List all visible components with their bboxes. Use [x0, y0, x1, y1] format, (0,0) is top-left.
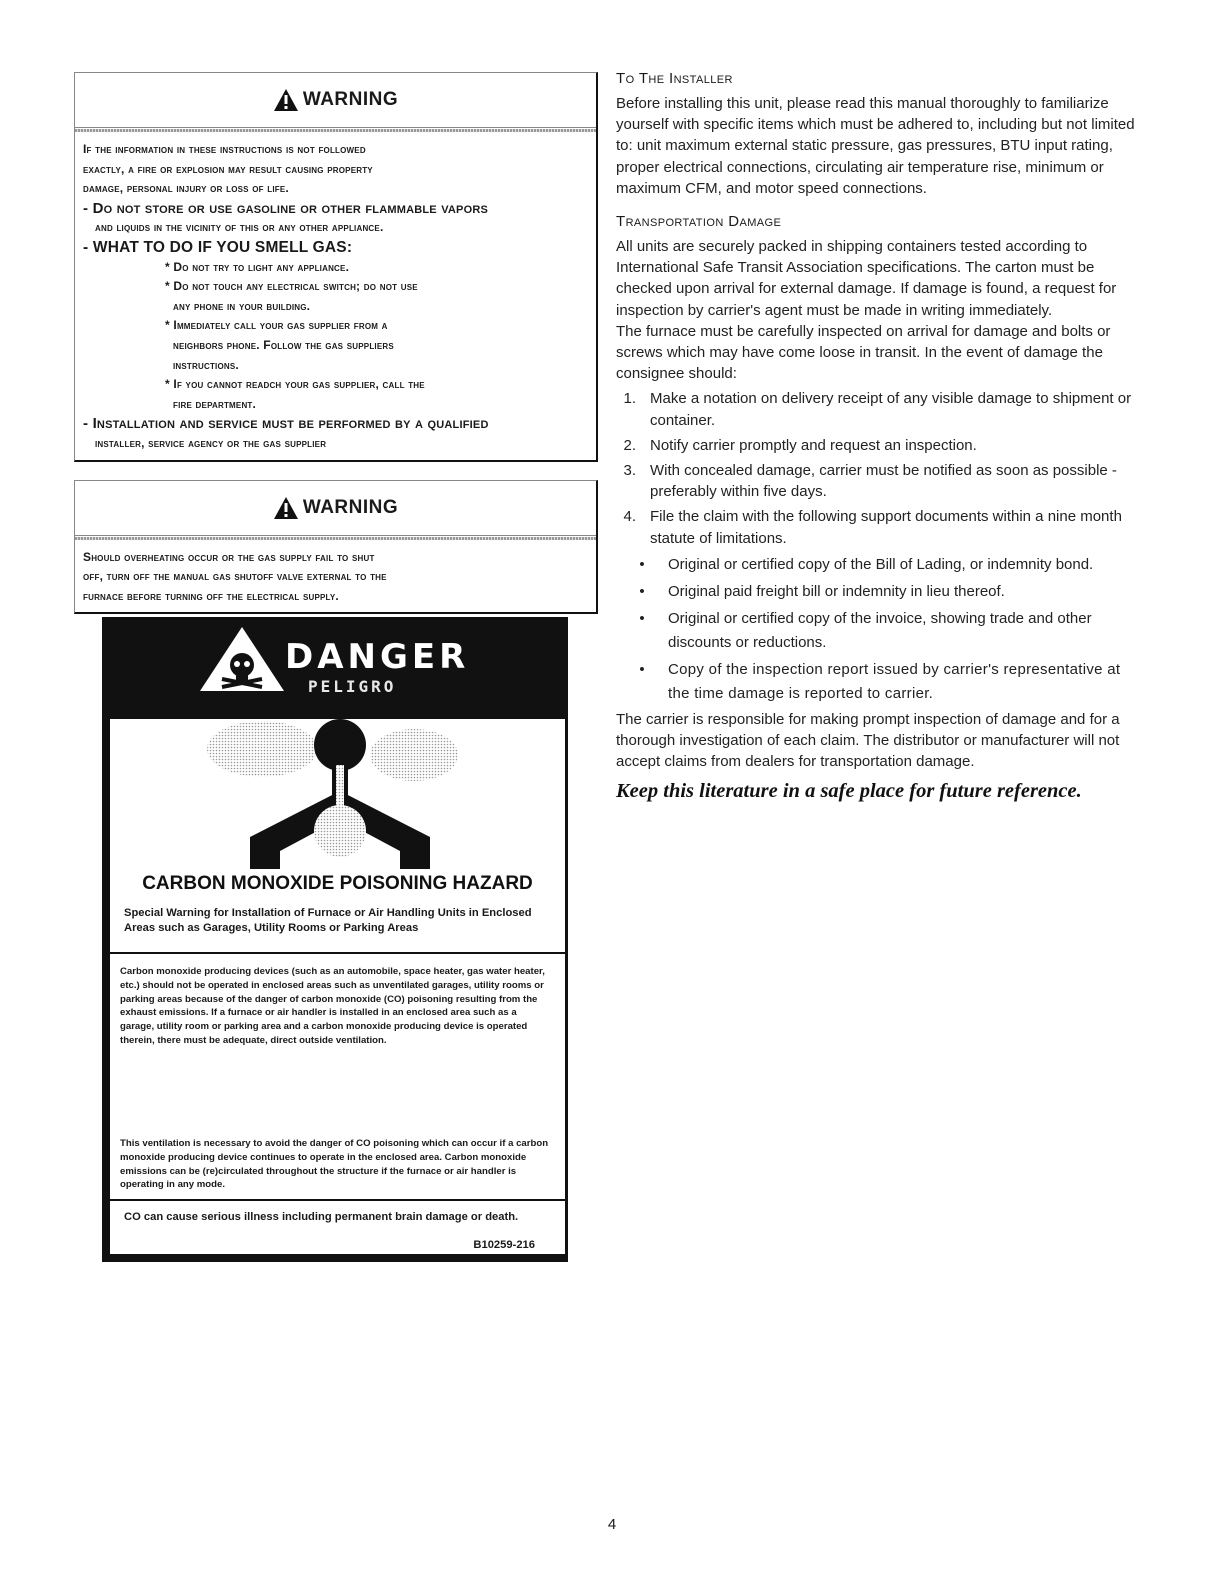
list-item [616, 506, 1144, 548]
bullet-icon: • [639, 660, 645, 678]
fire-explosion-warning-box [74, 72, 598, 462]
bullet-item [616, 607, 1144, 655]
installer-heading: To The Installer [616, 70, 733, 87]
bullet-item [616, 580, 1144, 604]
co-poisoning-pictogram [200, 719, 480, 869]
warning-line: * Immediately call your gas supplier from a [165, 318, 388, 333]
warning-title: WARNING [302, 496, 399, 518]
warning-line: Should overheating occur or the gas supply fail to shut [83, 549, 375, 564]
warning-line: and liquids in the vicinity of this or any other appliance. [95, 220, 384, 235]
warning-line: instructions. [173, 357, 239, 372]
overheating-warning-box [74, 480, 598, 615]
list-number: 1. [623, 390, 636, 408]
warning-line: * If you cannot readch your gas supplier, call the [165, 377, 425, 392]
co-paragraph: This ventilation is necessary to avoid the danger of CO poisoning which can occur if a carbon monoxide producing device continues to operate in the enclosed area. Carbon monoxide emissions can be (re)circulated throughout the structure if the furnace or air handler is operating in any mode. [120, 1138, 549, 1191]
left-column [74, 72, 598, 632]
transport-heading: Transportation Damage [616, 213, 782, 231]
warning-header [75, 73, 596, 128]
bullet-icon: • [639, 609, 645, 627]
warning-header [75, 481, 596, 536]
danger-word: DANGER [285, 637, 470, 677]
warning-line: * Do not touch any electrical switch; do not use [165, 279, 418, 294]
list-text: Make a notation on delivery receipt of any visible damage to shipment or container. [650, 390, 1132, 429]
warning-text [75, 128, 596, 460]
list-text: Notify carrier promptly and request an inspection. [650, 436, 977, 454]
warning-line: installer, service agency or the gas supplier [95, 435, 327, 450]
keep-literature-note: Keep this literature in a safe place for future reference. [616, 780, 1082, 803]
warning-title: WARNING [302, 89, 399, 110]
warning-line: If the information in these instructions is not followed [83, 142, 366, 156]
list-number: 3. [623, 462, 636, 480]
bullet-text: Original paid freight bill or indemnity in lieu thereof. [668, 582, 1005, 600]
list-text: With concealed damage, carrier must be notified as soon as possible - preferably within five days. [650, 462, 1117, 501]
special-warning: Special Warning for Installation of Furnace or Air Handling Units in Enclosed Areas such as Garages, Utility Rooms or Parking Areas [110, 902, 565, 954]
list-item [616, 460, 1144, 502]
label-part-number: B10259-216 [473, 1239, 535, 1251]
page-number: 4 [607, 1516, 617, 1533]
closing-paragraph: The carrier is responsible for making prompt inspection of damage and for a thorough investigation of each claim. The distributor or manufacturer will not accept claims from dealers for transportation damage. [616, 710, 1120, 771]
installer-paragraph: Before installing this unit, please read this manual thoroughly to familiarize yourself with specific items which must be adhered to, including but not limited to: unit maximum external static pressure, gas pressures, BTU input rating, proper electrical connections, circulating air temperature rise, minimum or maximum CFM, and motor speed connections. [616, 95, 1135, 197]
warning-line: - Do not store or use gasoline or other flammable vapors [83, 199, 489, 217]
warning-triangle-icon [273, 88, 299, 112]
warning-triangle-icon [273, 496, 299, 520]
danger-banner [285, 637, 469, 696]
bullet-item [616, 553, 1144, 577]
hazard-title: CARBON MONOXIDE POISONING HAZARD [142, 873, 533, 894]
co-paragraph: Carbon monoxide producing devices (such as an automobile, space heater, gas water heater, etc.) should not be operated in enclosed areas such as unventilated garages, utility rooms or parking areas because of the danger of carbon monoxide (CO) poisoning resulting from the exhaust emissions. If a furnace or air handler is installed in an enclosed area such as a garage, utility room or parking area and a carbon monoxide producing device is operated therein, there must be adequate, direct outside ventilation. [120, 966, 545, 1046]
warning-line: - Installation and service must be performed by a qualified [83, 415, 489, 433]
warning-line: exactly, a fire or explosion may result causing property [83, 161, 373, 176]
list-number: 4. [623, 508, 636, 526]
transport-paragraph: The furnace must be carefully inspected on arrival for damage and bolts or screws which may have come loose in transit. In the event of damage the consignee should: [616, 322, 1111, 383]
warning-line: damage, personal injury or loss of life. [83, 181, 289, 196]
list-item [616, 388, 1144, 430]
danger-label [102, 617, 568, 1262]
warning-line: furnace before turning off the electrical supply. [83, 588, 339, 603]
warning-text [75, 536, 596, 613]
warning-line: * Do not try to light any appliance. [165, 259, 350, 274]
warning-line: off, turn off the manual gas shutoff valve external to the [83, 569, 387, 584]
bullet-text: Original or certified copy of the Bill of Lading, or indemnity bond. [668, 555, 1094, 573]
peligro-word: PELIGRO [308, 677, 397, 696]
warning-line: any phone in your building. [173, 298, 311, 313]
transport-paragraph: All units are securely packed in shipping containers tested according to International Safe Transit Association specifications. The carton must be checked upon arrival for external damage. If damage is found, a request for inspection by carrier's agent must be made in writing immediately. [616, 238, 1117, 319]
skull-crossbones-warning-icon [198, 625, 286, 693]
list-text: File the claim with the following support documents within a nine month statute of limitations. [650, 508, 1122, 547]
right-column [616, 70, 1144, 803]
bullet-item [616, 658, 1144, 706]
bullet-text: Copy of the inspection report issued by carrier's representative at the time damage is reported to carrier. [668, 660, 1121, 702]
list-item [616, 435, 1144, 456]
bullet-icon: • [639, 582, 645, 600]
danger-label-body [110, 719, 565, 1254]
warning-line: neighbors phone. Follow the gas suppliers [173, 337, 394, 352]
smell-gas-heading: - WHAT TO DO IF YOU SMELL GAS: [83, 238, 353, 256]
co-illness-warning: CO can cause serious illness including permanent brain damage or death. [110, 1199, 565, 1223]
list-number: 2. [623, 436, 636, 454]
bullet-icon: • [639, 555, 645, 573]
bullet-text: Original or certified copy of the invoice, showing trade and other discounts or reductions. [668, 609, 1092, 651]
warning-line: fire department. [173, 396, 257, 411]
